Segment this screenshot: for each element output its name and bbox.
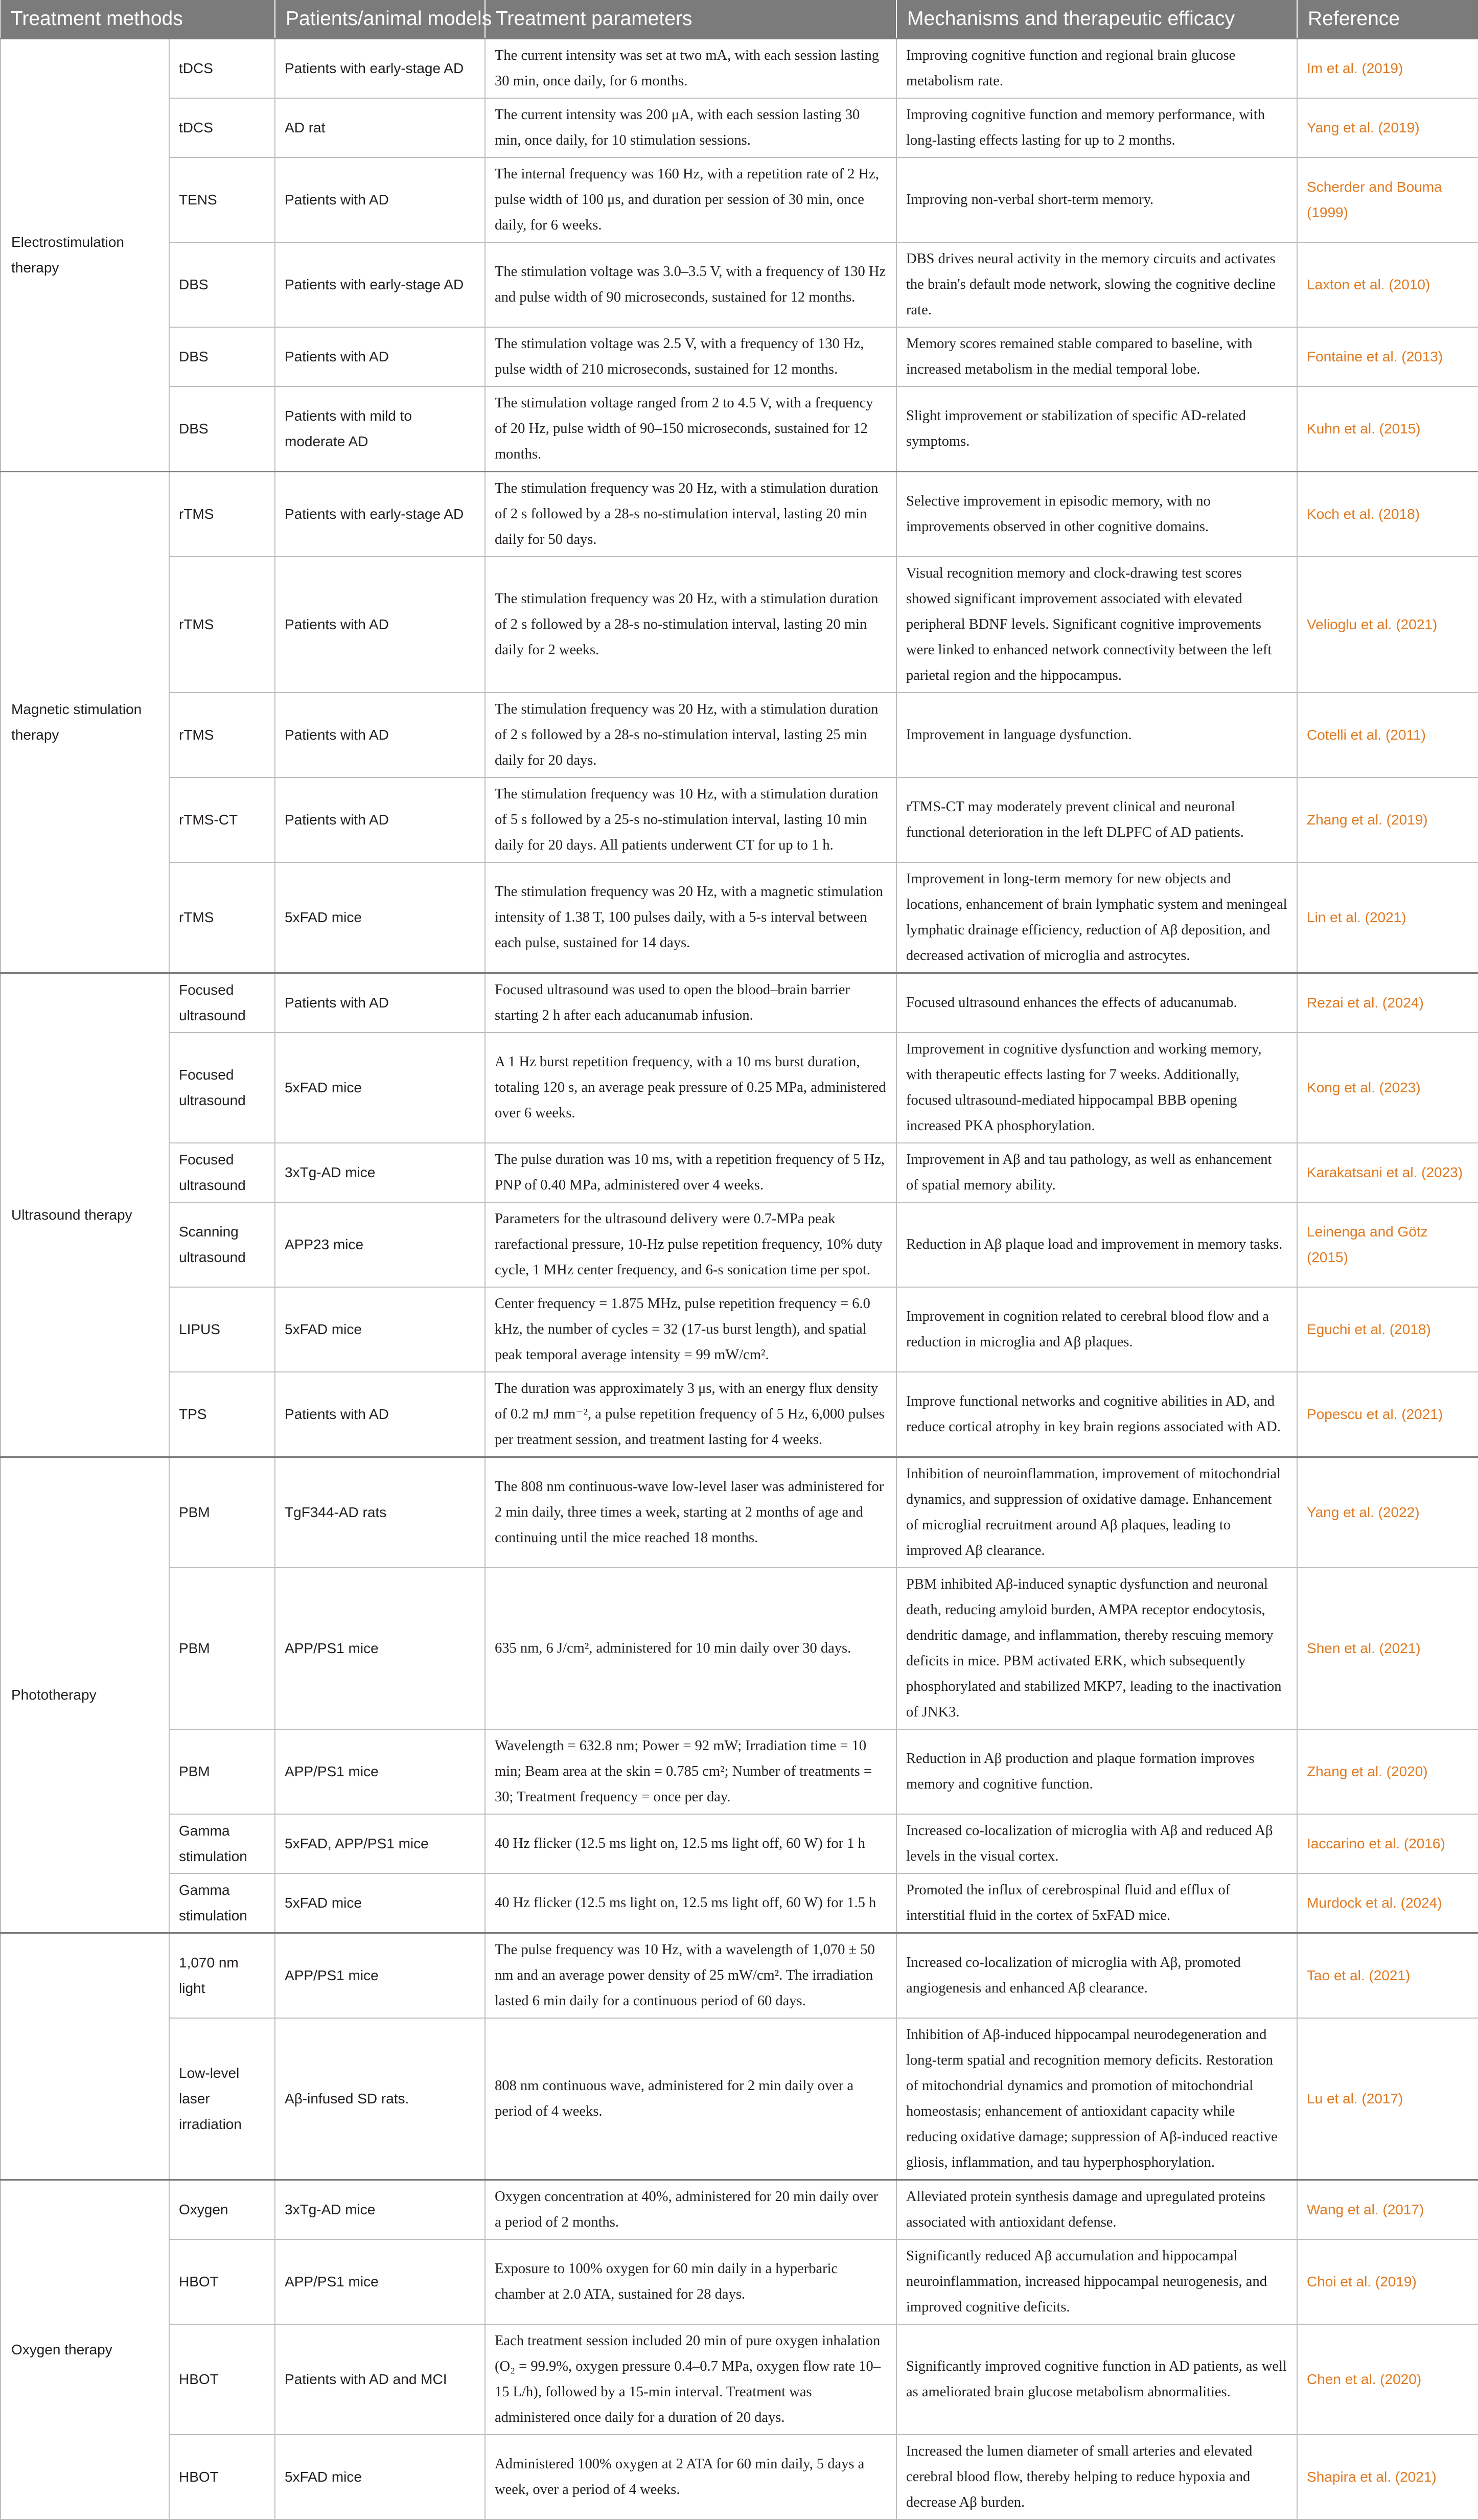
table-row (1, 98, 1478, 157)
header-models: Patients/animal models (275, 0, 485, 39)
patient-model: 3xTg-AD mice (275, 1143, 485, 1202)
patient-model: 3xTg-AD mice (275, 2180, 485, 2240)
header-treatment-methods: Treatment methods (1, 0, 275, 39)
header-row (1, 0, 1478, 39)
treatment-parameters: The stimulation frequency was 20 Hz, with a magnetic stimulation intensity of 1.38 T, 100 pulses daily, with a 5-s interval between each pulse, sustained for 14 days. (485, 862, 896, 973)
treatment-parameters: 635 nm, 6 J/cm², administered for 10 min daily over 30 days. (485, 1568, 896, 1729)
reference-link[interactable]: Fontaine et al. (2013) (1297, 327, 1478, 386)
treatment-method: DBS (169, 386, 275, 472)
mechanism-efficacy: Improvement in cognitive dysfunction and working memory, with therapeutic effects lasting for 7 weeks. Additionally, focused ultrasound-mediated hippocampal BBB opening increased PKA phosphorylation. (896, 1033, 1297, 1143)
patient-model: Patients with AD (275, 973, 485, 1033)
reference-link[interactable]: Shapira et al. (2021) (1297, 2435, 1478, 2519)
table-row (1, 1568, 1478, 1729)
treatment-method: rTMS-CT (169, 777, 275, 862)
patient-model: Patients with AD (275, 557, 485, 693)
patient-model: AD rat (275, 98, 485, 157)
mechanism-efficacy: Increased co-localization of microglia with Aβ, promoted angiogenesis and enhanced Aβ clearance. (896, 1933, 1297, 2019)
table-row (1, 472, 1478, 557)
table-row (1, 2435, 1478, 2519)
table-header (1, 0, 1478, 39)
treatment-method: PBM (169, 1568, 275, 1729)
reference-link[interactable]: Kong et al. (2023) (1297, 1033, 1478, 1143)
treatment-group-name: Magnetic stimulation therapy (1, 472, 169, 973)
treatment-method: Gamma stimulation (169, 1814, 275, 1873)
reference-link[interactable]: Shen et al. (2021) (1297, 1568, 1478, 1729)
mechanism-efficacy: Promoted the influx of cerebrospinal fluid and efflux of interstitial fluid in the cortex of 5xFAD mice. (896, 1873, 1297, 1933)
patient-model: APP/PS1 mice (275, 1729, 485, 1814)
mechanism-efficacy: Inhibition of Aβ-induced hippocampal neurodegeneration and long-term spatial and recognition memory deficits. Restoration of mitochondrial dynamics and promotion of mitochondrial homeostasis; enhancement of antioxidant capacity while reducing oxidative damage; suppression of Aβ-induced reactive gliosis, inflammation, and tau hyperphosphorylation. (896, 2018, 1297, 2180)
mechanism-efficacy: Improve functional networks and cognitive abilities in AD, and reduce cortical atrophy in key brain regions associated with AD. (896, 1372, 1297, 1457)
header-parameters: Treatment parameters (485, 0, 896, 39)
mechanism-efficacy: Alleviated protein synthesis damage and upregulated proteins associated with antioxidant defense. (896, 2180, 1297, 2240)
table-row (1, 1457, 1478, 1568)
reference-link[interactable]: Yang et al. (2019) (1297, 98, 1478, 157)
table-row (1, 973, 1478, 1033)
treatment-parameters: Administered 100% oxygen at 2 ATA for 60 min daily, 5 days a week, over a period of 4 weeks. (485, 2435, 896, 2519)
mechanism-efficacy: PBM inhibited Aβ-induced synaptic dysfunction and neuronal death, reducing amyloid burden, AMPA receptor endocytosis, dendritic damage, and inflammation, thereby rescuing memory deficits in mice. PBM activated ERK, which subsequently phosphorylated and stabilized MKP7, leading to the inactivation of JNK3. (896, 1568, 1297, 1729)
mechanism-efficacy: DBS drives neural activity in the memory circuits and activates the brain's default mode network, slowing the cognitive decline rate. (896, 242, 1297, 327)
patient-model: 5xFAD, APP/PS1 mice (275, 1814, 485, 1873)
mechanism-efficacy: Increased co-localization of microglia with Aβ and reduced Aβ levels in the visual cortex. (896, 1814, 1297, 1873)
treatment-parameters: Parameters for the ultrasound delivery were 0.7-MPa peak rarefactional pressure, 10-Hz pulse repetition frequency, 10% duty cycle, 1 MHz center frequency, and 6-s sonication time per spot. (485, 1202, 896, 1287)
table-body (1, 39, 1478, 2520)
mechanism-efficacy: rTMS-CT may moderately prevent clinical and neuronal functional deterioration in the left DLPFC of AD patients. (896, 777, 1297, 862)
treatment-parameters: A 1 Hz burst repetition frequency, with a 10 ms burst duration, totaling 120 s, an average peak pressure of 0.25 MPa, administered over 6 weeks. (485, 1033, 896, 1143)
treatment-parameters: Center frequency = 1.875 MHz, pulse repetition frequency = 6.0 kHz, the number of cycles = 32 (17-us burst length), and spatial peak temporal average intensity = 99 mW/cm². (485, 1287, 896, 1372)
table-row (1, 1814, 1478, 1873)
mechanism-efficacy: Memory scores remained stable compared to baseline, with increased metabolism in the medial temporal lobe. (896, 327, 1297, 386)
reference-link[interactable]: Kuhn et al. (2015) (1297, 386, 1478, 472)
reference-link[interactable]: Lin et al. (2021) (1297, 862, 1478, 973)
header-mechanisms: Mechanisms and therapeutic efficacy (896, 0, 1297, 39)
table-row (1, 1729, 1478, 1814)
patient-model: 5xFAD mice (275, 2435, 485, 2519)
treatment-method: Low-level laser irradiation (169, 2018, 275, 2180)
treatment-parameters: Focused ultrasound was used to open the blood–brain barrier starting 2 h after each aducanumab infusion. (485, 973, 896, 1033)
table-row (1, 1933, 1478, 2019)
treatment-method: rTMS (169, 693, 275, 777)
treatment-group-name: Phototherapy (1, 1457, 169, 1933)
patient-model: 5xFAD mice (275, 1287, 485, 1372)
treatment-method: Scanning ultrasound (169, 1202, 275, 1287)
treatment-parameters: 40 Hz flicker (12.5 ms light on, 12.5 ms light off, 60 W) for 1.5 h (485, 1873, 896, 1933)
treatment-parameters: The pulse frequency was 10 Hz, with a wavelength of 1,070 ± 50 nm and an average power density of 25 mW/cm². The irradiation lasted 6 min daily for a continuous period of 60 days. (485, 1933, 896, 2019)
treatment-parameters: Wavelength = 632.8 nm; Power = 92 mW; Irradiation time = 10 min; Beam area at the skin = 0.785 cm²; Number of treatments = 30; Treatment frequency = once per day. (485, 1729, 896, 1814)
treatment-method: Oxygen (169, 2180, 275, 2240)
patient-model: Patients with early-stage AD (275, 39, 485, 99)
mechanism-efficacy: Focused ultrasound enhances the effects of aducanumab. (896, 973, 1297, 1033)
treatment-parameters: Exposure to 100% oxygen for 60 min daily in a hyperbaric chamber at 2.0 ATA, sustained for 28 days. (485, 2239, 896, 2324)
table-row (1, 39, 1478, 99)
mechanism-efficacy: Significantly reduced Aβ accumulation and hippocampal neuroinflammation, increased hippocampal neurogenesis, and improved cognitive deficits. (896, 2239, 1297, 2324)
mechanism-efficacy: Visual recognition memory and clock-drawing test scores showed significant improvement associated with elevated peripheral BDNF levels. Significant cognitive improvements were linked to enhanced network connectivity between the left parietal region and the hippocampus. (896, 557, 1297, 693)
mechanism-efficacy: Selective improvement in episodic memory, with no improvements observed in other cognitive domains. (896, 472, 1297, 557)
treatment-method: LIPUS (169, 1287, 275, 1372)
treatment-method: HBOT (169, 2435, 275, 2519)
patient-model: TgF344-AD rats (275, 1457, 485, 1568)
treatment-method: Focused ultrasound (169, 1143, 275, 1202)
mechanism-efficacy: Inhibition of neuroinflammation, improvement of mitochondrial dynamics, and suppression of oxidative damage. Enhancement of microglial recruitment around Aβ plaques, leading to improved Aβ clearance. (896, 1457, 1297, 1568)
reference-link[interactable]: Yang et al. (2022) (1297, 1457, 1478, 1568)
treatment-parameters: 40 Hz flicker (12.5 ms light on, 12.5 ms light off, 60 W) for 1 h (485, 1814, 896, 1873)
treatment-method: DBS (169, 242, 275, 327)
mechanism-efficacy: Increased the lumen diameter of small arteries and elevated cerebral blood flow, thereby helping to reduce hypoxia and decrease Aβ burden. (896, 2435, 1297, 2519)
reference-link[interactable]: Cotelli et al. (2011) (1297, 693, 1478, 777)
reference-link[interactable]: Eguchi et al. (2018) (1297, 1287, 1478, 1372)
reference-link[interactable]: Im et al. (2019) (1297, 39, 1478, 99)
treatment-parameters: The stimulation voltage was 2.5 V, with a frequency of 130 Hz, pulse width of 210 microseconds, sustained for 12 months. (485, 327, 896, 386)
reference-link[interactable]: Velioglu et al. (2021) (1297, 557, 1478, 693)
table-row (1, 2239, 1478, 2324)
table-row (1, 693, 1478, 777)
treatment-parameters: The 808 nm continuous-wave low-level laser was administered for 2 min daily, three times a week, starting at 2 months of age and continuing until the mice reached 18 months. (485, 1457, 896, 1568)
table-row (1, 1287, 1478, 1372)
reference-link[interactable]: Leinenga and Götz (2015) (1297, 1202, 1478, 1287)
reference-link[interactable]: Zhang et al. (2020) (1297, 1729, 1478, 1814)
treatment-method: rTMS (169, 472, 275, 557)
treatment-method: TENS (169, 157, 275, 242)
patient-model: APP/PS1 mice (275, 1933, 485, 2019)
mechanism-efficacy: Improving non-verbal short-term memory. (896, 157, 1297, 242)
treatment-parameters: The current intensity was 200 μA, with each session lasting 30 min, once daily, for 10 stimulation sessions. (485, 98, 896, 157)
table-row (1, 2180, 1478, 2240)
treatment-group-name: Oxygen therapy (1, 2180, 169, 2520)
patient-model: 5xFAD mice (275, 862, 485, 973)
treatment-parameters: The pulse duration was 10 ms, with a repetition frequency of 5 Hz, PNP of 0.40 MPa, administered over 4 weeks. (485, 1143, 896, 1202)
treatment-method: Gamma stimulation (169, 1873, 275, 1933)
table-row (1, 1143, 1478, 1202)
patient-model: APP/PS1 mice (275, 1568, 485, 1729)
reference-link[interactable]: Koch et al. (2018) (1297, 472, 1478, 557)
reference-link[interactable]: Rezai et al. (2024) (1297, 973, 1478, 1033)
treatment-group-name (1, 1933, 169, 2180)
mechanism-efficacy: Improvement in Aβ and tau pathology, as well as enhancement of spatial memory ability. (896, 1143, 1297, 1202)
patient-model: Patients with AD and MCI (275, 2324, 485, 2435)
mechanism-efficacy: Improvement in language dysfunction. (896, 693, 1297, 777)
treatment-parameters: The stimulation frequency was 10 Hz, with a stimulation duration of 5 s followed by a 25-s no-stimulation interval, lasting 10 min daily for 20 days. All patients underwent CT for up to 1 h. (485, 777, 896, 862)
treatment-group-name: Ultrasound therapy (1, 973, 169, 1457)
table-row (1, 1033, 1478, 1143)
patient-model: Patients with AD (275, 327, 485, 386)
treatment-parameters: The internal frequency was 160 Hz, with a repetition rate of 2 Hz, pulse width of 100 μs, and duration per session of 30 min, once daily, for 6 weeks. (485, 157, 896, 242)
table-row (1, 327, 1478, 386)
mechanism-efficacy: Improvement in long-term memory for new objects and locations, enhancement of brain lymphatic system and meningeal lymphatic drainage efficiency, reduction of Aβ deposition, and decreased activation of microglia and astrocytes. (896, 862, 1297, 973)
reference-link[interactable]: Karakatsani et al. (2023) (1297, 1143, 1478, 1202)
treatment-method: DBS (169, 327, 275, 386)
treatment-group-name: Electrostimulation therapy (1, 39, 169, 472)
reference-link[interactable]: Popescu et al. (2021) (1297, 1372, 1478, 1457)
reference-link[interactable]: Laxton et al. (2010) (1297, 242, 1478, 327)
table-row (1, 2018, 1478, 2180)
treatment-parameters: The stimulation voltage was 3.0–3.5 V, with a frequency of 130 Hz and pulse width of 90 microseconds, sustained for 12 months. (485, 242, 896, 327)
patient-model: Patients with early-stage AD (275, 472, 485, 557)
table-row (1, 386, 1478, 472)
reference-link[interactable]: Choi et al. (2019) (1297, 2239, 1478, 2324)
patient-model: Patients with early-stage AD (275, 242, 485, 327)
reference-link[interactable]: Lu et al. (2017) (1297, 2018, 1478, 2180)
patient-model: 5xFAD mice (275, 1033, 485, 1143)
treatment-parameters: Oxygen concentration at 40%, administered for 20 min daily over a period of 2 months. (485, 2180, 896, 2240)
mechanism-efficacy: Reduction in Aβ production and plaque formation improves memory and cognitive function. (896, 1729, 1297, 1814)
table-row (1, 557, 1478, 693)
treatment-parameters: The stimulation voltage ranged from 2 to 4.5 V, with a frequency of 20 Hz, pulse width of 90–150 microseconds, sustained for 12 months. (485, 386, 896, 472)
reference-link[interactable]: Zhang et al. (2019) (1297, 777, 1478, 862)
patient-model: Patients with AD (275, 777, 485, 862)
treatment-method: HBOT (169, 2324, 275, 2435)
table-row (1, 1202, 1478, 1287)
mechanism-efficacy: Improving cognitive function and regional brain glucose metabolism rate. (896, 39, 1297, 99)
header-reference: Reference (1297, 0, 1478, 39)
treatment-parameters: The stimulation frequency was 20 Hz, with a stimulation duration of 2 s followed by a 28-s no-stimulation interval, lasting 20 min daily for 2 weeks. (485, 557, 896, 693)
treatment-parameters: The duration was approximately 3 μs, with an energy flux density of 0.2 mJ mm⁻², a pulse repetition frequency of 5 Hz, 6,000 pulses per treatment session, and treatment lasting for 4 weeks. (485, 1372, 896, 1457)
reference-link[interactable]: Scherder and Bouma (1999) (1297, 157, 1478, 242)
treatment-method: Focused ultrasound (169, 973, 275, 1033)
patient-model: Patients with AD (275, 1372, 485, 1457)
table-row (1, 1873, 1478, 1933)
patient-model: Aβ-infused SD rats. (275, 2018, 485, 2180)
mechanism-efficacy: Significantly improved cognitive function in AD patients, as well as ameliorated brain glucose metabolism abnormalities. (896, 2324, 1297, 2435)
treatment-method: PBM (169, 1729, 275, 1814)
table-row (1, 862, 1478, 973)
patient-model: Patients with AD (275, 693, 485, 777)
patient-model: 5xFAD mice (275, 1873, 485, 1933)
mechanism-efficacy: Improving cognitive function and memory performance, with long-lasting effects lasting for up to 2 months. (896, 98, 1297, 157)
treatment-method: 1,070 nm light (169, 1933, 275, 2019)
treatment-parameters: 808 nm continuous wave, administered for 2 min daily over a period of 4 weeks. (485, 2018, 896, 2180)
patient-model: Patients with mild to moderate AD (275, 386, 485, 472)
table-row (1, 2324, 1478, 2435)
treatment-method: rTMS (169, 862, 275, 973)
mechanism-efficacy: Improvement in cognition related to cerebral blood flow and a reduction in microglia and Aβ plaques. (896, 1287, 1297, 1372)
mechanism-efficacy: Reduction in Aβ plaque load and improvement in memory tasks. (896, 1202, 1297, 1287)
reference-link[interactable]: Murdock et al. (2024) (1297, 1873, 1478, 1933)
table-row (1, 157, 1478, 242)
patient-model: Patients with AD (275, 157, 485, 242)
treatment-method: rTMS (169, 557, 275, 693)
table-row (1, 1372, 1478, 1457)
treatment-method: tDCS (169, 39, 275, 99)
treatment-method: TPS (169, 1372, 275, 1457)
treatment-parameters: Each treatment session included 20 min of pure oxygen inhalation (O₂ = 99.9%, oxygen pressure 0.4–0.7 MPa, oxygen flow rate 10–15 L/h), followed by a 15-min interval. Treatment was administered once daily for a duration of 20 days. (485, 2324, 896, 2435)
treatment-parameters: The stimulation frequency was 20 Hz, with a stimulation duration of 2 s followed by a 28-s no-stimulation interval, lasting 20 min daily for 50 days. (485, 472, 896, 557)
treatment-method: tDCS (169, 98, 275, 157)
reference-link[interactable]: Iaccarino et al. (2016) (1297, 1814, 1478, 1873)
reference-link[interactable]: Wang et al. (2017) (1297, 2180, 1478, 2240)
treatment-parameters: The stimulation frequency was 20 Hz, with a stimulation duration of 2 s followed by a 28-s no-stimulation interval, lasting 25 min daily for 20 days. (485, 693, 896, 777)
patient-model: APP/PS1 mice (275, 2239, 485, 2324)
table-row (1, 777, 1478, 862)
treatment-method: HBOT (169, 2239, 275, 2324)
treatment-parameters: The current intensity was set at two mA, with each session lasting 30 min, once daily, for 6 months. (485, 39, 896, 99)
patient-model: APP23 mice (275, 1202, 485, 1287)
reference-link[interactable]: Tao et al. (2021) (1297, 1933, 1478, 2019)
treatment-method: PBM (169, 1457, 275, 1568)
table-row (1, 242, 1478, 327)
mechanism-efficacy: Slight improvement or stabilization of specific AD-related symptoms. (896, 386, 1297, 472)
treatment-method: Focused ultrasound (169, 1033, 275, 1143)
reference-link[interactable]: Chen et al. (2020) (1297, 2324, 1478, 2435)
